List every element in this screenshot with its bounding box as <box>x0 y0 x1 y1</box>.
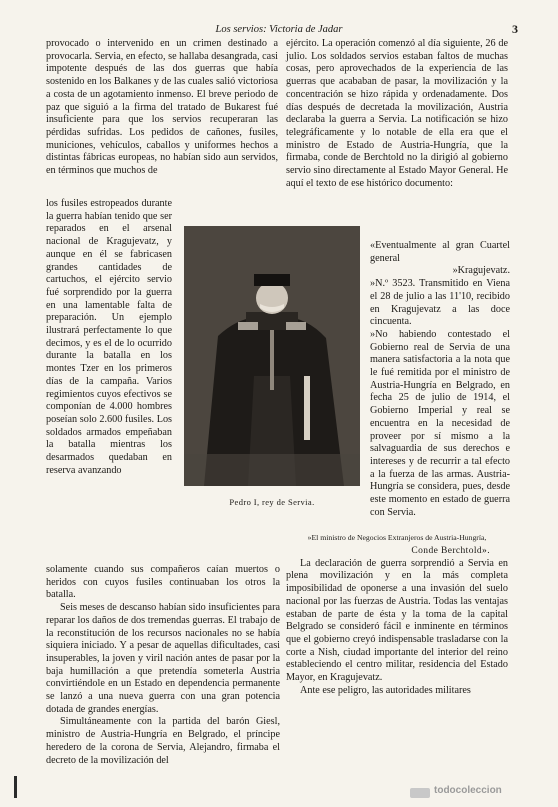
left-column-top <box>46 38 278 178</box>
king-portrait-photo <box>184 226 360 486</box>
document-line: »No habiendo contestado el Gobierno real de Servia de una manera satisfactoria a la nota que le fué remitida por el ministro de Austria-Hungría en Belgrado, en fecha 25 de julio de 1914, el Gobierno Imperial y real se encuentra en la necesidad de proveer por sí mismo a la salvaguardia de sus derechos e intereses y de recurrir a tal efecto a la fuerza de las armas. Austria-Hungría se considera, pues, desde este momento en estado de guerra con Servia. <box>370 328 510 518</box>
paragraph: solamente cuando sus compañeros caían muertos o heridos con cuyos fusiles continuaban los otros la batalla. <box>46 564 280 601</box>
left-column-narrow <box>46 198 172 477</box>
paragraph: Seis meses de descanso habían sido insuficientes para reparar los daños de dos tremendas guerras. El trabajo de la reconstitución de los recursos nacionales no se había siquiera iniciado. Y a pesar de aquellas dificultades, casi insuperables, la joven y viril nación antes de pasar por la baja humillación a que pretendía someterla Austria convirtiéndole en un Estado en dependencia permanente se lanzó a una nueva guerra con una gran potencia dotada de grandes energías. <box>46 602 280 715</box>
document-line: »Kragujevatz. <box>452 265 510 277</box>
right-column-bottom <box>286 528 508 697</box>
paragraph: Ante ese peligro, las autoridades militares <box>300 684 471 696</box>
scan-mark <box>14 776 17 798</box>
paragraph: Simultáneamente con la partida del barón Giesl, ministro de Austria-Hungría en Belgrado, el príncipe heredero de la corona de Servia, Alejandro, firmaba el decreto de la movilización del <box>46 716 280 766</box>
running-header: Los servios: Victoria de Jadar <box>215 24 343 35</box>
document-line: »N.º 3523. Transmitido en Viena el 28 de julio a las 11'10, recibido en Kragujevatz a las doce cincuenta. <box>370 278 510 328</box>
left-column-bottom <box>46 564 280 767</box>
paragraph: La declaración de guerra sorprendió a Servia en plena movilización y en la más completa imposibilidad de oponerse a una invasión del suelo nacional por las fuerzas de Austria. Todas las ventajas estaban de parte de ésta y la toma de la capital Belgrado se consideró fácil e inminente en términos que el gobierno creyó indispensable trasladarse con la corte a Nish, ciudad importante del interior del reino estableciendo el centro militar, residencia del Estado Mayor, en Kragujevatz. <box>286 557 508 684</box>
telegram-document <box>370 240 510 519</box>
paragraph: los fusiles estropeados durante la guerra habían tenido que ser reparados en el arsenal nacional de Kragujevatz, y aunque en él se fabricasen grandes cantidades de cartuchos, el ejército servio fué sorprendido por la guerra en una lamentable falta de preparación. Un ejemplo ilustrará perfectamente lo que decimos, y es el de lo ocurrido durante la batalla en los montes Tzer en los primeros días de la campaña. Varios regimientos cuyos efectivos se componían de 4.000 hombres poseían solo 2.600 fusiles. Los soldados armados empeñaban la batalla mientras los desarmados quedaban en reserva avanzando <box>46 198 172 476</box>
paragraph: ejército. La operación comenzó al día siguiente, 26 de julio. Los soldados servios estaban faltos de muchas cosas, pero aprovechados de la experiencia de las guerras que acababan de pasar, la movilización y la concentración se hizo rápida y ordenadamente. Dos días después de decretada la movilización, Austria declaraba la guerra a Servia. La notificación se hizo telegráficamente y lo notable de ella era que el ministro de Estado de Austria-Hungría, que la firmaba, conde de Berchtold no la dirigió al gobierno servio sino directamente al Estado Mayor General. He aquí el texto de ese histórico documento: <box>286 38 508 189</box>
document-line: «Eventualmente al gran Cuartel general <box>370 240 510 264</box>
page-number: 3 <box>512 22 518 36</box>
portrait-illustration <box>184 226 360 486</box>
right-column-top <box>286 38 508 190</box>
photo-caption: Pedro I, rey de Servia. <box>229 497 315 507</box>
document-signature: Conde Berchtold». <box>411 546 490 556</box>
document-signature-note: »El ministro de Negocios Extranjeros de Austria-Hungría, <box>307 533 487 542</box>
watermark-text: todocoleccion <box>434 785 502 796</box>
paragraph: provocado o intervenido en un crimen destinado a provocarla. Servia, en efecto, se hallaba desangrada, casi impotente después de las dos guerras que había sostenido en los Balkanes y de las cuales salió victoriosa a costa de un agotamiento inmenso. El breve periodo de paz que siguió a la firma del tratado de Bukarest fué insuficiente para que los servios recuperaran las pérdidas sufridas. Los pedidos de cañones, fusiles, municiones, vehículos, caballos y uniformes hechos a distintas fábricas europeas, no habían sido aun servidos, en términos que muchos de <box>46 38 278 177</box>
